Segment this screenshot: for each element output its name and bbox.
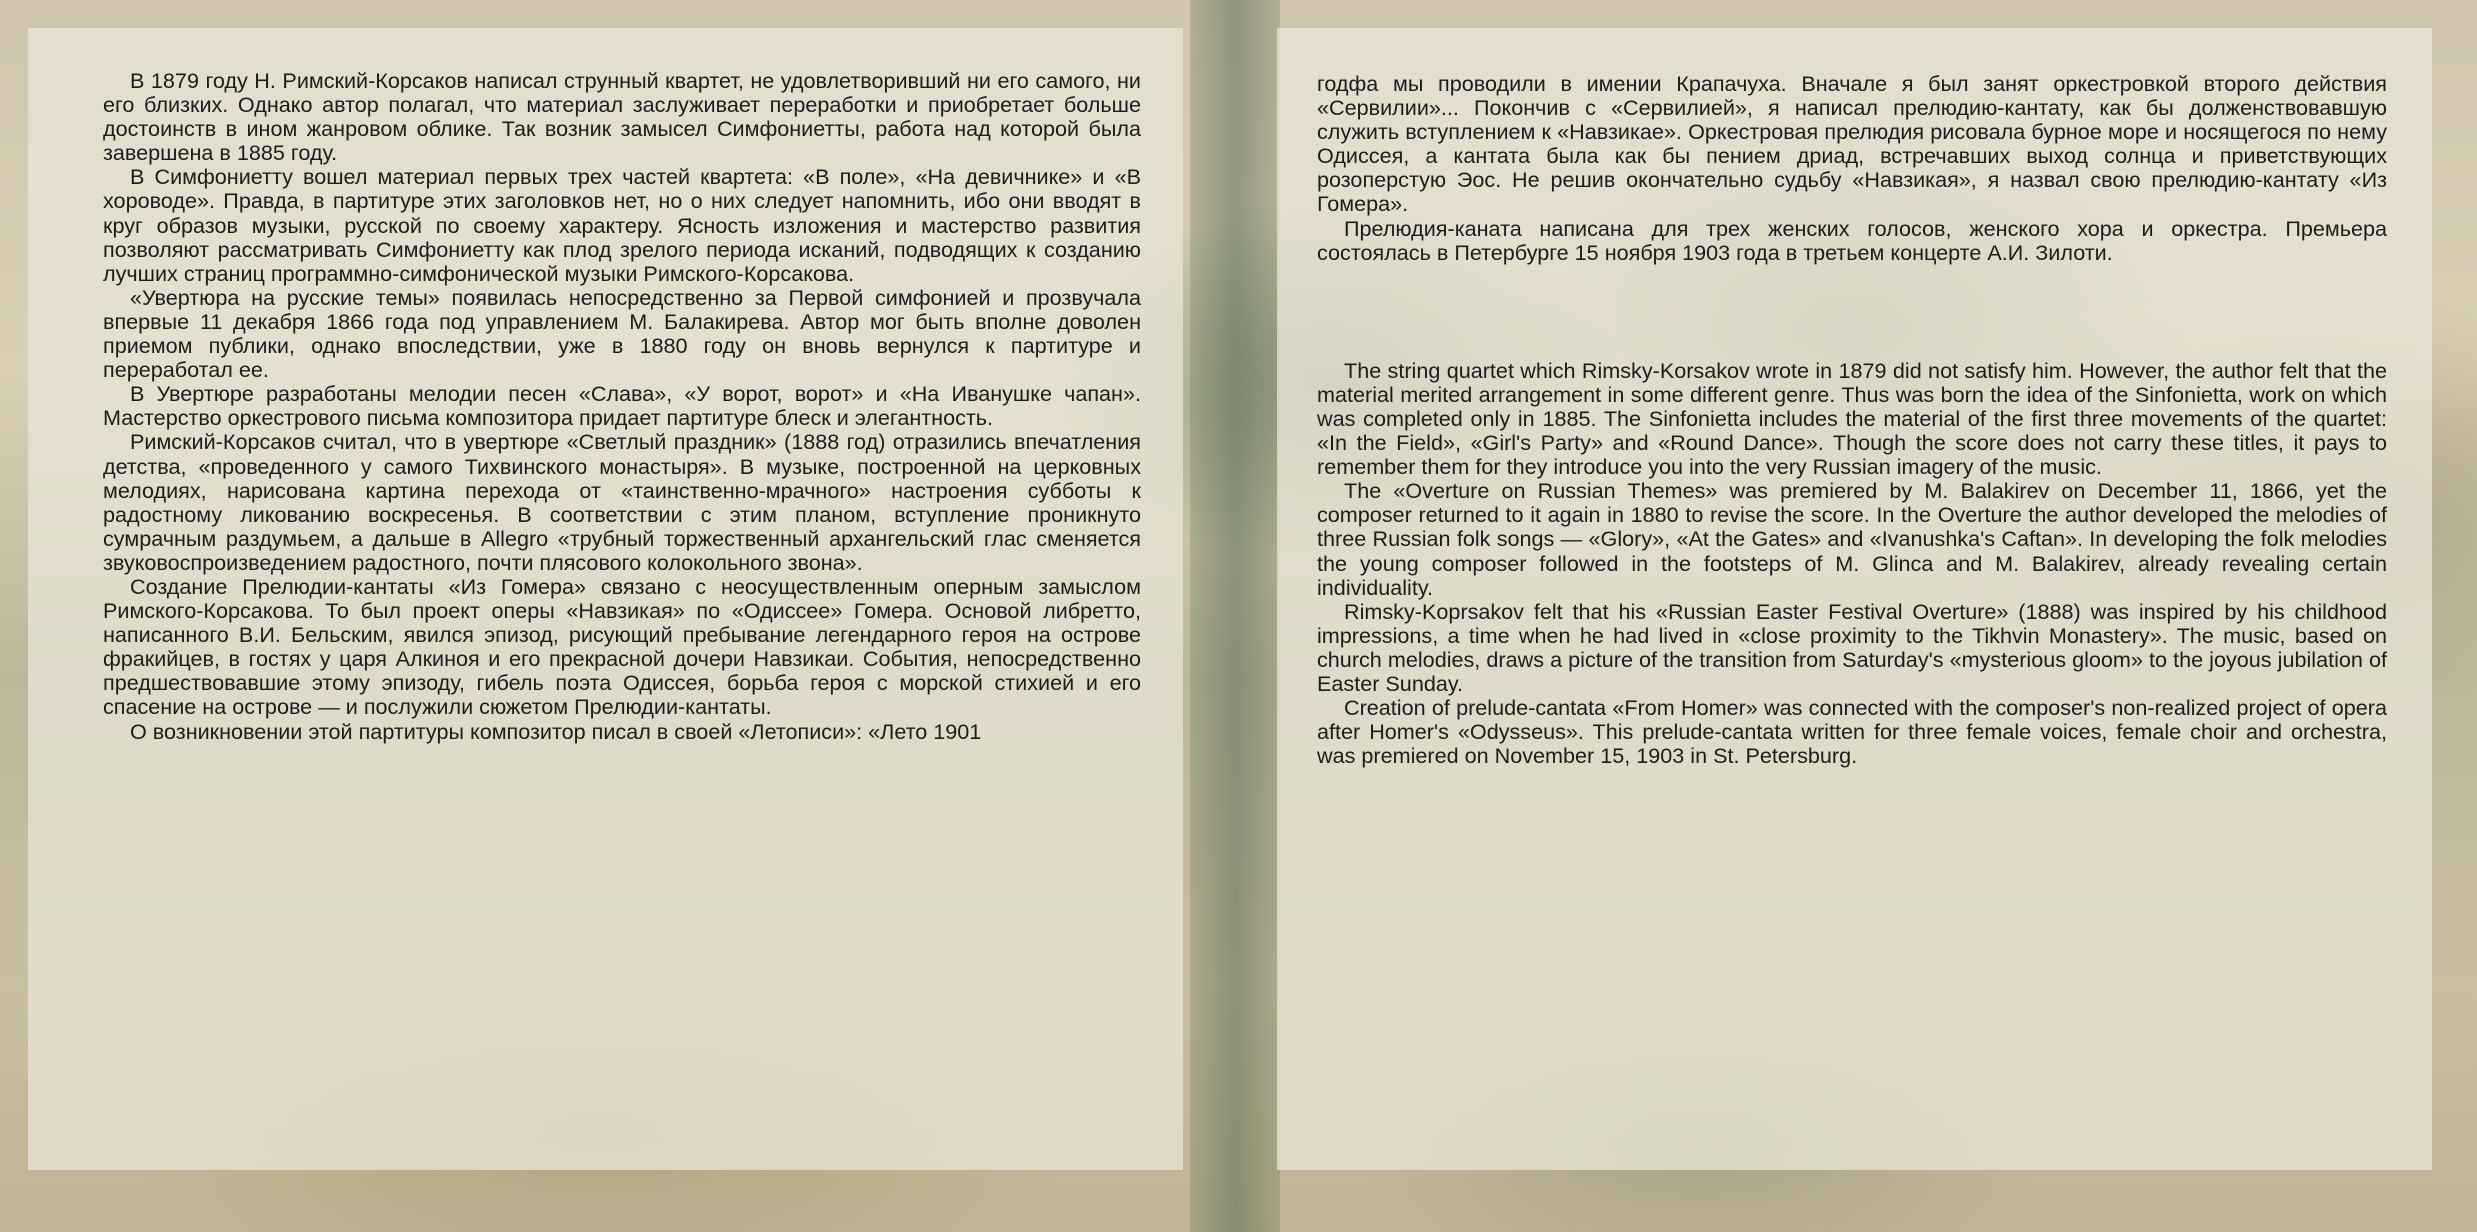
paragraph-overture-en: The «Overture on Russian Themes» was premiered by M. Balakirev on December 11, 1866, yet the composer returned to it again in 1880 to revise the score. In the Overture the author developed the melodies of three Russian folk songs — «Glory», «At the Gates» and «Ivanushka's Caftan». In developing the folk melodies the young composer followed in the footsteps of M. Glinca and M. Balakirev, already revealing certain individuality. [1317, 478, 2387, 600]
paragraph-chronicle-quote-end-ru: годфа мы проводили в имении Крапачуха. Вначале я был занят оркестровкой второго действия «Сервилии»... Покончив с «Сервилией», я написал прелюдию-кантату, как бы долженствовавшую служить вступлением к «Навзикае». Оркестровая прелюдия рисовала бурное море и носящегося по нему Одиссея, а кантата была как бы пением дриад, встречавших выход солнца и приветствующих розоперстую Эос. Не решив окончательно судьбу «Навзикая», я назвал свою прелюдию-кантату «Из Гомера». [1317, 71, 2387, 217]
paragraph-chronicle-quote-start-ru: О возникновении этой партитуры композитор писал в своей «Летописи»: «Лето 1901 [130, 718, 982, 744]
paragraph-prelude-cantata-en: Creation of prelude-cantata «From Homer» was connected with the composer's non-realized project of opera after Homer's «Odysseus». This prelude-cantata written for three female voices, female choir and orchestra, was premiered on November 15, 1903 in St. Petersburg. [1317, 695, 2387, 769]
paragraph-premiere-ru: Прелюдия-каната написана для трех женских голосов, женского хора и оркестра. Премьера состоялась в Петербурге 15 ноября 1903 года в третьем концерте А.И. Зилоти. [1317, 215, 2387, 265]
paragraph-sinfonietta-material-ru: В Симфониетту вошел материал первых трех частей квартета: «В поле», «На девичнике» и «В хороводе». Правда, в партитуре этих заголовков нет, но о них следует напомнить, ибо они вводят в круг образов музыки, русской по своему характеру. Ясность изложения и мастерство развития позволяют рассматривать Симфониетту как плод зрелого периода исканий, подводящих к созданию лучших страниц программно-симфонической музыки Римского-Корсакова. [103, 164, 1141, 286]
paragraph-sinfonietta-origin-ru: В 1879 году Н. Римский-Корсаков написал струнный квартет, не удовлетворивший ни его самого, ни его близких. Однако автор полагал, что материал заслуживает переработки и приобретает больше достоинств в ином жанровом облике. Так возник замысел Симфониетты, работа над которой была завершена в 1885 году. [103, 68, 1141, 166]
paragraph-overture-premiere-ru: «Увертюра на русские темы» появилась непосредственно за Первой симфонией и прозвучала впервые 11 декабря 1866 года под управлением М. Балакирева. Автор мог быть вполне доволен приемом публики, однако впоследствии, уже в 1880 году он вновь вернулся к партитуре и переработал ее. [103, 284, 1141, 383]
left-page-text-panel [28, 28, 1183, 1170]
paragraph-easter-overture-en: Rimsky-Koprsakov felt that his «Russian Easter Festival Overture» (1888) was inspired by his childhood impressions, a time when he had lived in «close proximity to the Tikhvin Monastery». The music, based on church melodies, draws a picture of the transition from Saturday's «mysterious gloom» to the joyous jubilation of Easter Sunday. [1317, 598, 2387, 696]
paragraph-overture-melodies-ru: В Увертюре разработаны мелодии песен «Слава», «У ворот, ворот» и «На Иванушке чапан». Мастерство оркестрового письма композитора придает партитуре блеск и элегантность. [103, 381, 1141, 431]
paragraph-prelude-cantata-ru: Создание Прелюдии-кантаты «Из Гомера» связано с неосуществленным оперным замыслом Римского-Корсакова. То был проект оперы «Навзикая» по «Одиссее» Гомера. Основой либретто, написанного В.И. Бельским, явился эпизод, рисующий пребывание легендарного героя на острове фракийцев, в гостях у царя Алкиноя и его прекрасной дочери Навзикаи. События, непосредственно предшествовавшие этому эпизоду, гибель поэта Одиссея, борьба героя с морской стихией и его спасение на острове — и послужили сюжетом Прелюдии-кантаты. [103, 573, 1141, 720]
right-page-text-panel [1277, 28, 2432, 1170]
paragraph-easter-overture-ru: Римский-Корсаков считал, что в увертюре «Светлый праздник» (1888 год) отразились впечатления детства, «проведенного у самого Тихвинского монастыря». В музыке, построенной на церковных мелодиях, нарисована картина перехода от «таинственно-мрачного» настроения субботы к радостному ликованию воскресенья. В соответствии с этим планом, вступление проникнуто сумрачным раздумьем, а дальше в Allegro «трубный торжественный архангельский глас сменяется звуковоспроизведением радостного, почти плясового колокольного звона». [103, 429, 1141, 575]
booklet-spine [1190, 0, 1280, 1232]
section-spacer [1317, 265, 2387, 359]
paragraph-sinfonietta-en: The string quartet which Rimsky-Korsakov wrote in 1879 did not satisfy him. However, the author felt that the material merited arrangement in some different genre. Thus was born the idea of the Sinfonietta, work on which was completed only in 1885. The Sinfonietta includes the material of the first three movements of the quartet: «In the Field», «Girl's Party» and «Round Dance». Though the score does not carry these titles, it pays to remember them for they introduce you into the very Russian imagery of the music. [1317, 357, 2387, 480]
